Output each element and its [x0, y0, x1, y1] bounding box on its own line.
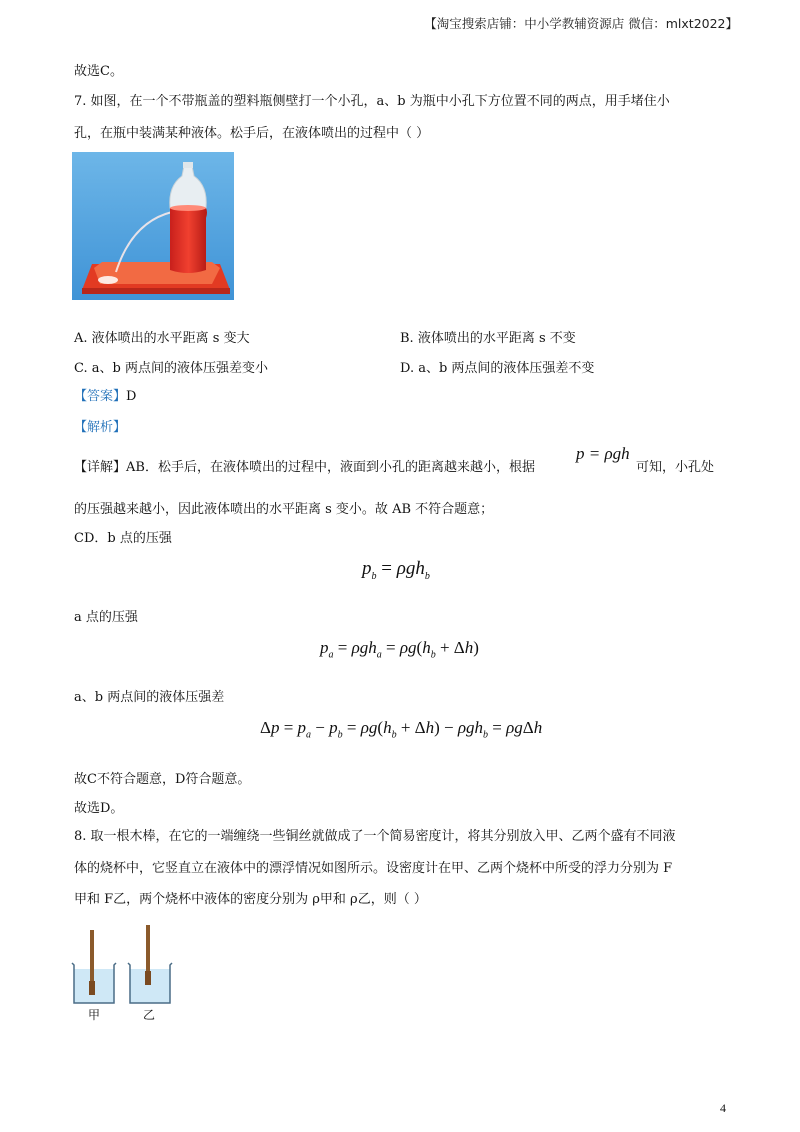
analysis-tag [74, 418, 126, 438]
cd-intro: CD．b 点的压强 [74, 531, 172, 546]
conclusion: 故C不符合题意，D符合题意。 [74, 772, 251, 787]
final-answer: 故选D。 [74, 801, 124, 816]
q7-stem-line2: 孔，在瓶中装满某种液体。松手后，在液体喷出的过程中（ ） [74, 126, 430, 141]
q8-stem-line1: 8. 取一根木棒，在它的一端缠绕一些铜丝就做成了一个简易密度计，将其分别放入甲、乙两个盛有不同液 [74, 829, 676, 844]
detail-line2: 的压强越来越小，因此液体喷出的水平距离 s 变小。故 AB 不符合题意； [74, 502, 494, 517]
beakers-figure [70, 925, 180, 1005]
q8-stem-line3: 甲和 F乙，两个烧杯中液体的密度分别为 ρ甲和 ρ乙，则（ ） [74, 892, 427, 907]
answer-tag: 【答案】 [74, 389, 127, 404]
detail-tag: 【详解】 [74, 460, 127, 475]
equation-2: $p_a = \rho gh_a = \rho g(h_b + \Delta h)$ [320, 638, 479, 661]
q8-stem-line2: 体的烧杯中，它竖直立在液体中的漂浮情况如图所示。设密度计在甲、乙两个烧杯中所受的浮力分别为 F [74, 861, 673, 876]
q7-stem-line1: 7. 如图，在一个不带瓶盖的塑料瓶侧壁打一个小孔，a、b 为瓶中小孔下方位置不同的两点，用手堵住小 [74, 94, 670, 109]
answer-line [74, 387, 136, 407]
answer-value: D [126, 389, 137, 404]
option-a: A. 液体喷出的水平距离 s 变大 [74, 331, 250, 346]
ab-intro: a、b 两点间的液体压强差 [74, 690, 225, 705]
equation-3: $\Delta p = p_a - p_b = \rho g(h_b + \Delta h) - \rho gh_b = \rho g\Delta h$ [260, 718, 543, 741]
bottle-photo [72, 152, 234, 300]
option-c: C. a、b 两点间的液体压强差变小 [74, 361, 268, 376]
page-number: 4 [720, 1101, 726, 1115]
detail-line1 [74, 458, 535, 478]
option-d: D. a、b 两点间的液体压强差不变 [400, 361, 595, 376]
a-intro: a 点的压强 [74, 610, 138, 625]
detail-line1-end: 可知，小孔处 [636, 460, 715, 475]
detail-text1: AB．松手后，在液体喷出的过程中，液面到小孔的距离越来越小，根据 [126, 460, 535, 475]
beaker-left [72, 930, 116, 1003]
formula-main: p = ρgh [576, 444, 630, 463]
equation-1: $p_b = \rho gh_b$ [362, 558, 430, 582]
beaker-right-label: 乙 [143, 1008, 156, 1022]
page-header: 【淘宝搜索店铺：中小学教辅资源店 微信：mlxt2022】 [424, 16, 738, 31]
option-b: B. 液体喷出的水平距离 s 不变 [400, 331, 576, 346]
beaker-right [128, 925, 172, 1003]
prev-answer: 故选C。 [74, 64, 123, 79]
beaker-left-label: 甲 [88, 1008, 101, 1022]
analysis-tag-text: 【解析】 [74, 420, 127, 435]
